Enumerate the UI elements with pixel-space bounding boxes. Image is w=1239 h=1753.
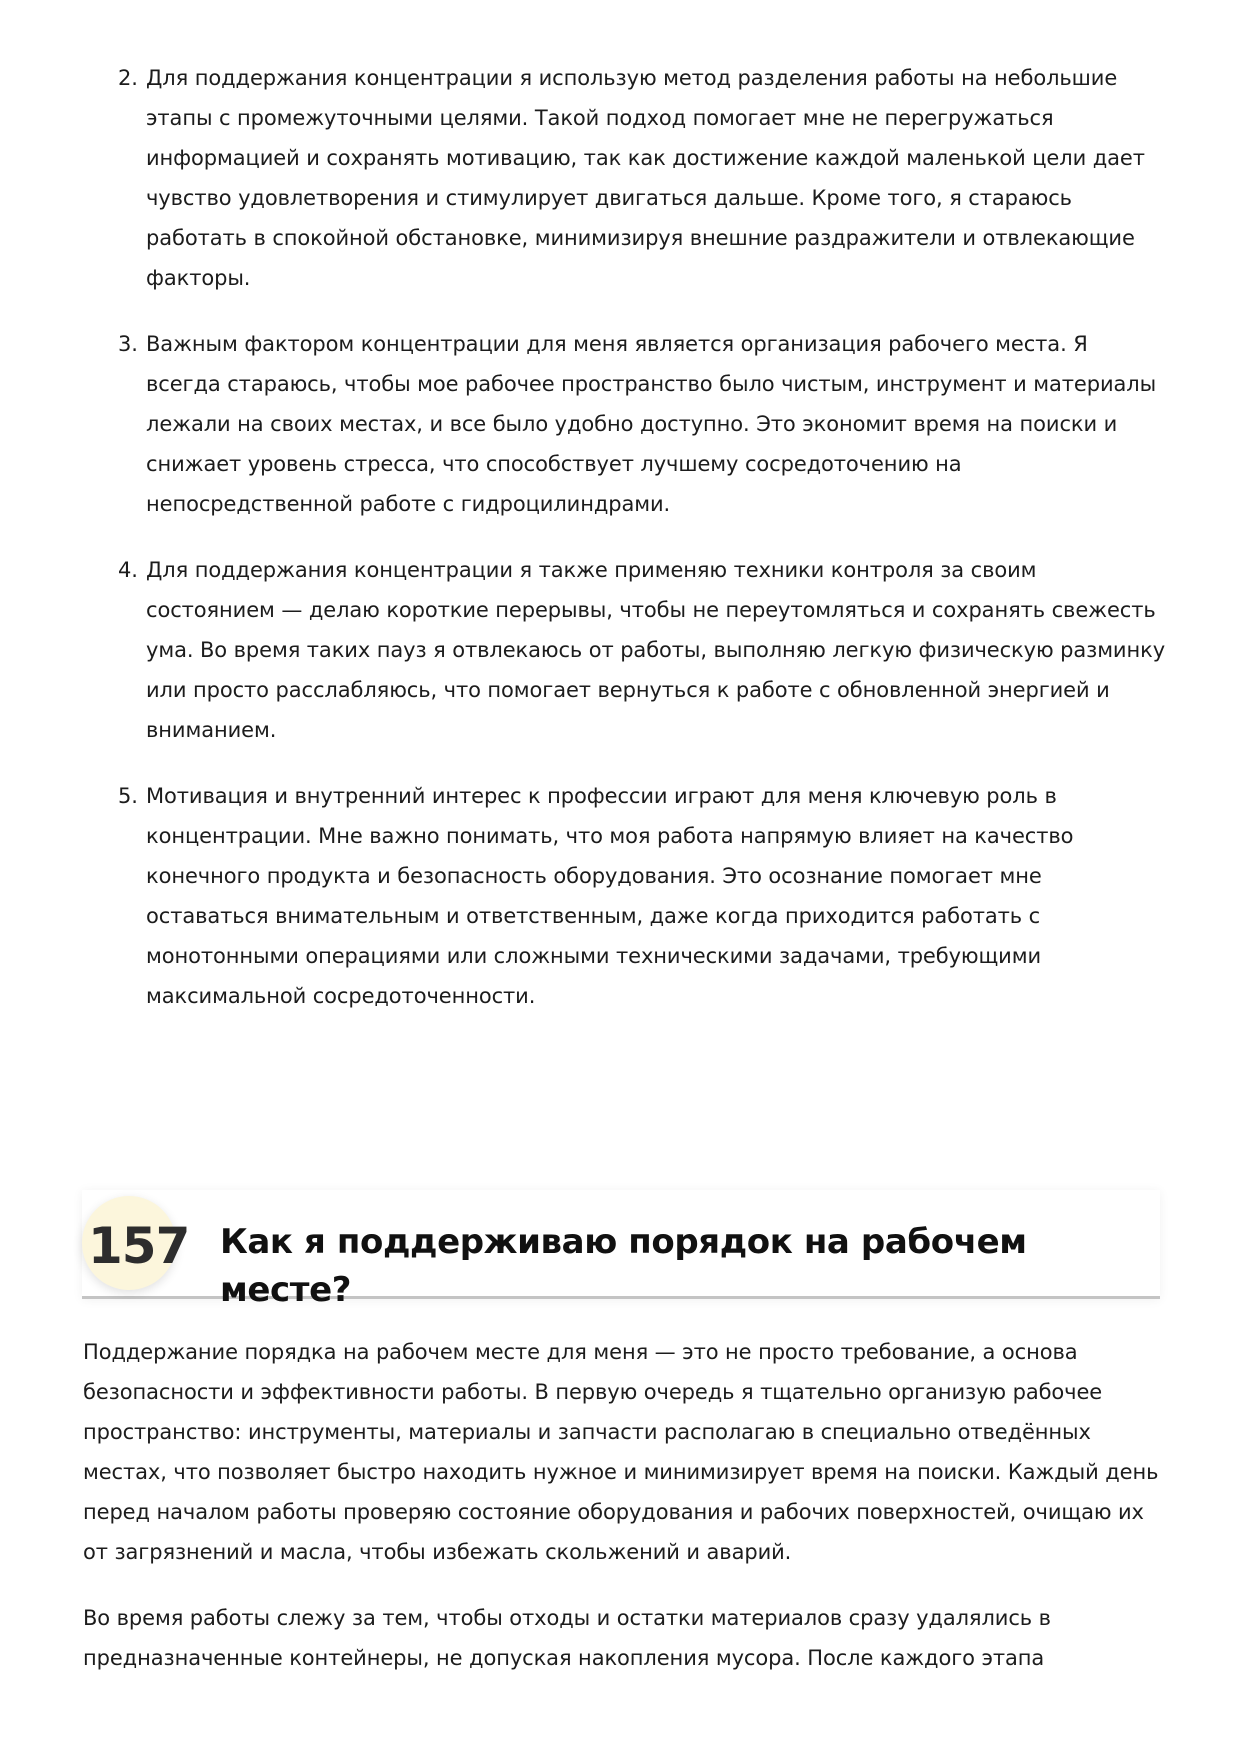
- paragraph: Во время работы слежу за тем, чтобы отходы и остатки материалов сразу удалялись в предназначенные контейнеры, не допуская накопления мусора. После каждого этапа: [83, 1606, 1051, 1670]
- list-item-text: Важным фактором концентрации для меня является организация рабочего места. Я всегда стараюсь, чтобы мое рабочее пространство было чистым, инструмент и материалы лежали на своих местах, и все было удобно доступно. Это экономит время на поиски и снижает уровень стресса, что способствует лучшему сосредоточению на непосредственной работе с гидроцилиндрами.: [146, 332, 1157, 516]
- paragraph: Поддержание порядка на рабочем месте для меня — это не просто требование, а основа безопасности и эффективности работы. В первую очередь я тщательно организую рабочее пространство: инструменты, материалы и запчасти располагаю в специально отведённых местах, что позволяет быстро находить нужное и минимизирует время на поиски. Каждый день перед началом работы проверяю состояние оборудования и рабочих поверхностей, очищаю их от загрязнений и масла, чтобы избежать скольжений и аварий.: [83, 1340, 1159, 1564]
- list-item-text: Для поддержания концентрации я использую метод разделения работы на небольшие этапы с промежуточными целями. Такой подход помогает мне не перегружаться информацией и сохранять мотивацию, так как достижение каждой маленькой цели дает чувство удовлетворения и стимулирует двигаться дальше. Кроме того, я стараюсь работать в спокойной обстановке, минимизируя внешние раздражители и отвлекающие факторы.: [146, 66, 1145, 290]
- list-item-text: Мотивация и внутренний интерес к профессии играют для меня ключевую роль в концентрации. Мне важно понимать, что моя работа напрямую влияет на качество конечного продукта и безопасность оборудования. Это осознание помогает мне оставаться внимательным и ответственным, даже когда приходится работать с монотонными операциями или сложными техническими задачами, требующими максимальной сосредоточенности.: [146, 784, 1074, 1008]
- list-item-number: 5.: [118, 784, 138, 808]
- question-number: 157: [88, 1217, 190, 1275]
- list-item-text: Для поддержания концентрации я также применяю техники контроля за своим состоянием — делаю короткие перерывы, чтобы не переутомляться и сохранять свежесть ума. Во время таких пауз я отвлекаюсь от работы, выполняю легкую физическую разминку или просто расслабляюсь, что помогает вернуться к работе с обновленной энергией и вниманием.: [146, 558, 1166, 742]
- question-number-badge: [82, 1196, 190, 1290]
- list-item: [118, 776, 1168, 1016]
- list-item-number: 4.: [118, 558, 138, 582]
- section-title: Как я поддерживаю порядок на рабочем месте?: [220, 1222, 1027, 1310]
- list-item: [118, 550, 1168, 750]
- section-header: [82, 1190, 1160, 1310]
- list-item-number: 3.: [118, 332, 138, 356]
- answer-body: [83, 1332, 1163, 1704]
- numbered-list: [118, 58, 1168, 1042]
- list-item: [118, 324, 1168, 524]
- list-item-number: 2.: [118, 66, 138, 90]
- list-item: [118, 58, 1168, 298]
